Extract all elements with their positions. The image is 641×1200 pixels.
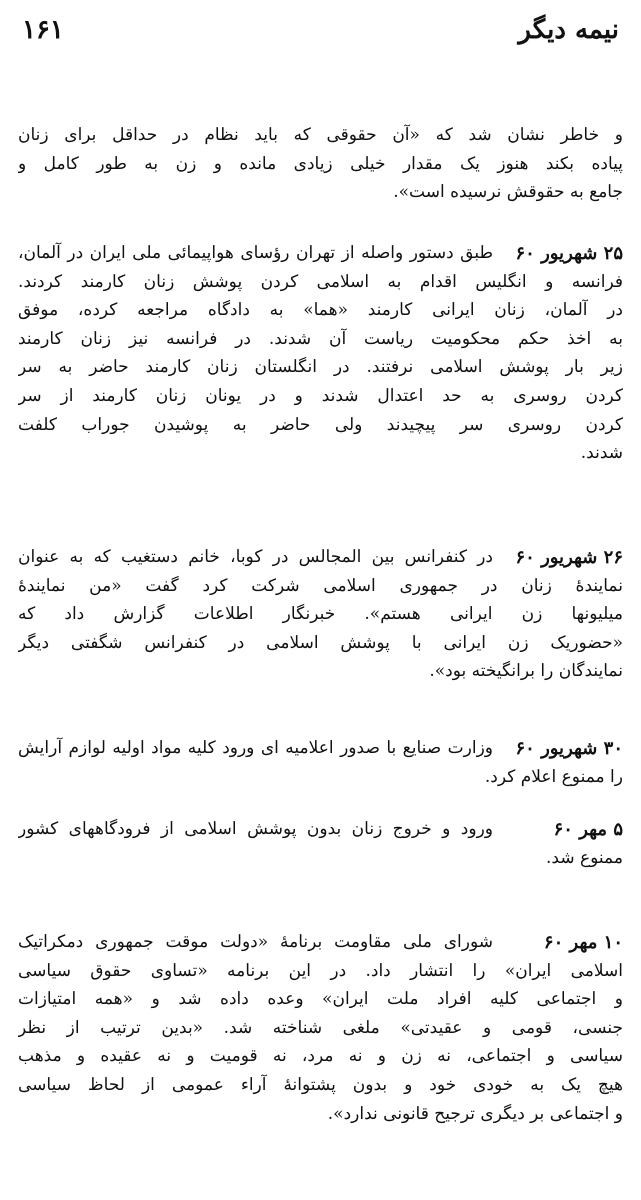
text-line: کردن روسری به حد اعتدال شدند و در یونان زنان کارمند از سر xyxy=(18,385,623,406)
text-line: و اجتماعی بر دیگری ترجیح قانونی ندارد». xyxy=(327,1103,623,1124)
text-line: جنسی، قومی و عقیدتی» ملغی شناخته شد. «بدین ترتیب از نظر xyxy=(18,1017,623,1038)
text-line: شورای ملی مقاومت برنامهٔ «دولت موقت جمهوری دمکراتیک xyxy=(18,932,493,952)
running-title: نیمه دیگر xyxy=(518,15,619,45)
text-line: جامع به حقوقش نرسیده است». xyxy=(393,182,623,203)
entry-date: ۲۶ شهریور ۶۰ xyxy=(515,547,623,568)
chronology-entry xyxy=(18,734,623,794)
entry-date: ۲۵ شهریور ۶۰ xyxy=(515,243,623,264)
chronology-entry xyxy=(18,543,623,693)
text-line: را ممنوع اعلام کرد. xyxy=(484,766,623,787)
text-line: اسلامی ایران» را انتشار داد. در این برنامه «تساوی حقوق سیاسی xyxy=(18,960,623,981)
text-line: طبق دستور واصله از تهران رؤسای هواپیمائی ملی ایران در آلمان، xyxy=(18,243,493,263)
text-line: نمایندهٔ زنان در جمهوری اسلامی شرکت کرد گفت «من نمایندهٔ xyxy=(18,575,623,596)
chronology-entry xyxy=(18,928,623,1143)
page-header xyxy=(22,10,619,50)
continuation-paragraph xyxy=(18,121,623,213)
text-line: کردن روسری سر پیچیدند ولی حاضر به پوشیدن جوراب کلفت xyxy=(18,414,623,435)
text-line: ممنوع شد. xyxy=(546,847,623,868)
chronology-entry xyxy=(18,815,623,875)
text-line: زیر بار پوشش اسلامی نرفتند. در انگلستان زنان کارمند حاضر به سر xyxy=(18,357,623,378)
text-line: وزارت صنایع با صدور اعلامیه ای ورود کلیه مواد اولیه لوازم آرایش xyxy=(18,738,493,758)
text-line: میلیونها زن ایرانی هستم». خبرنگار اطلاعات گزارش داد که xyxy=(18,604,623,625)
text-line: شدند. xyxy=(580,443,623,464)
entry-date: ۳۰ شهریور ۶۰ xyxy=(515,738,623,759)
text-line: هیچ یک به خودی خود و بدون پشتوانهٔ آراء عمومی از لحاظ سیاسی xyxy=(18,1074,623,1095)
text-line: و خاطر نشان شد که «آن حقوقی که باید نظام در حداقل برای زنان xyxy=(18,125,623,145)
text-line: پیاده بکند هنوز یک مقدار خیلی زیادی مانده و زن به طور کامل و xyxy=(18,153,623,174)
text-line: فرانسه و انگلیس اقدام به اسلامی کردن پوشش زنان کارمند کردند. xyxy=(18,271,623,292)
page-number: ۱۶۱ xyxy=(22,15,64,45)
text-line: به اخذ حکم محکومیت ریاست آن شدند. در فرانسه نیز زنان کارمند xyxy=(18,328,623,349)
text-line: در کنفرانس بین المجالس در کوبا، خانم دستغیب که به عنوان xyxy=(18,547,493,567)
entry-date: ۵ مهر ۶۰ xyxy=(553,819,623,840)
entry-date: ۱۰ مهر ۶۰ xyxy=(543,932,623,953)
entry-text xyxy=(18,928,623,1128)
text-line: در آلمان، زنان ایرانی کارمند «هما» به دادگاه مراجعه کرده، موفق xyxy=(18,300,623,321)
text-line: سیاسی و اجتماعی، نه زن و نه مرد، نه قومیت و نه عقیده و مذهب xyxy=(18,1046,623,1067)
entry-text xyxy=(18,734,623,791)
chronology-entry xyxy=(18,239,623,474)
entry-text xyxy=(18,543,623,686)
text-line: «حضوریک زن ایرانی با پوشش اسلامی در کنفرانس شگفتی دیگر xyxy=(18,632,623,653)
text-line: و اجتماعی کلیه افراد ملت ایران» وعده داده شد و «همه امتیازات xyxy=(18,989,623,1010)
entry-text xyxy=(18,239,623,468)
entry-text xyxy=(18,121,623,207)
text-line: نمایندگان را برانگیخته بود». xyxy=(429,661,623,682)
entry-text xyxy=(18,815,623,872)
text-line: ورود و خروج زنان بدون پوشش اسلامی از فرودگاههای کشور xyxy=(18,819,493,839)
